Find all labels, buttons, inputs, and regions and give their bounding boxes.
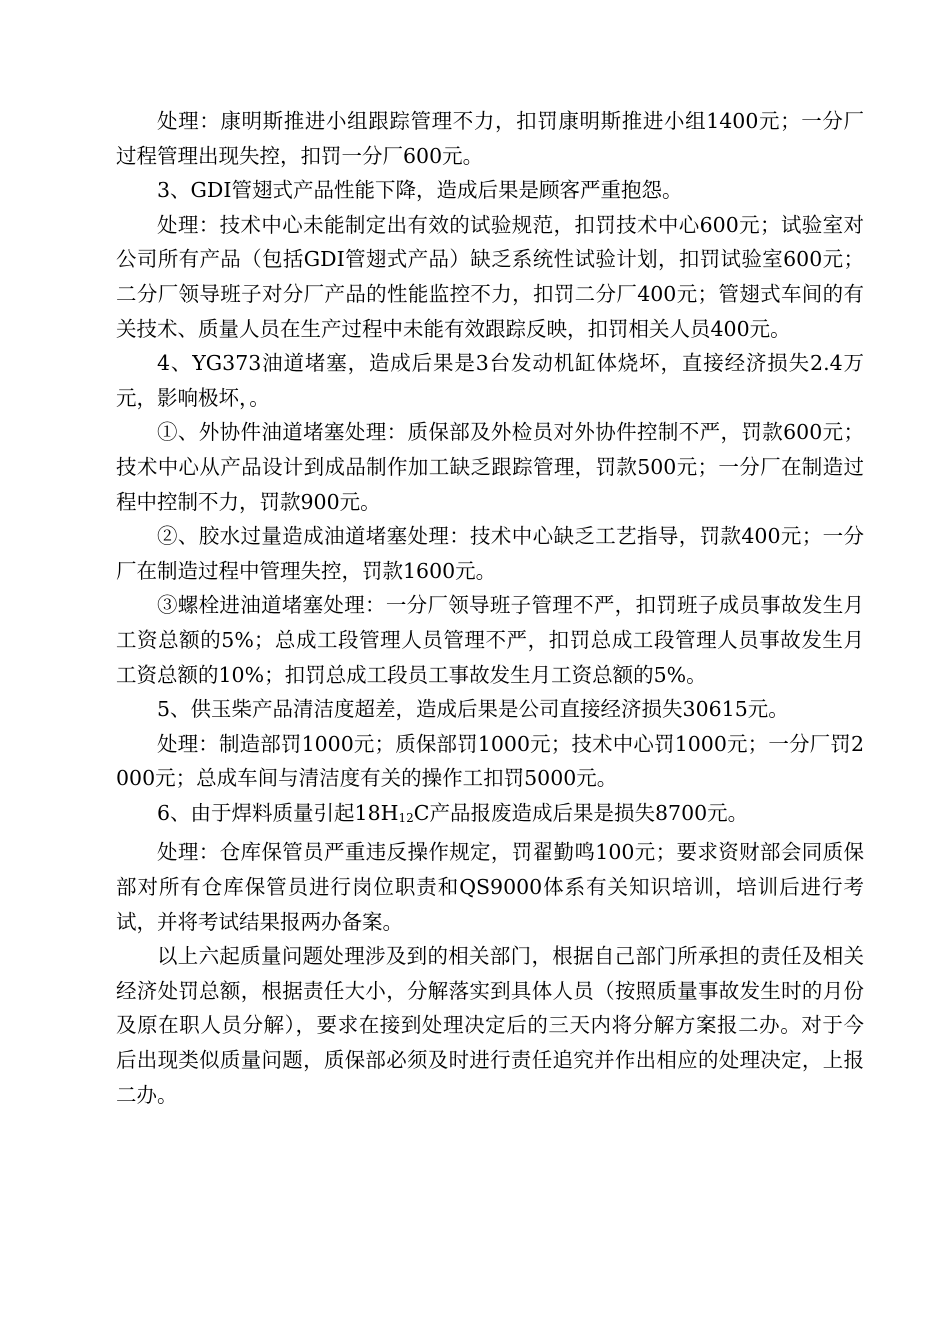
paragraph-4: 4、YG373油道堵塞，造成后果是3台发动机缸体烧坏，直接经济损失2.4万元，影响极坏，。 (116, 351, 864, 410)
paragraph-1: 处理：康明斯推进小组跟踪管理不力，扣罚康明斯推进小组1400元；一分厂过程管理出现失控，扣罚一分厂600元。 (116, 109, 864, 168)
paragraph-3: 处理：技术中心未能制定出有效的试验规范，扣罚技术中心600元；试验室对公司所有产品（包括GDI管翅式产品）缺乏系统性试验计划，扣罚试验室600元；二分厂领导班子对分厂产品的性能监控不力，扣罚二分厂400元；管翅式车间的有关技术、质量人员在生产过程中未能有效跟踪反映，扣罚相关人员400元。 (116, 212, 864, 341)
item6-subscript: 12 (398, 810, 414, 825)
paragraph-6: ②、胶水过量造成油道堵塞处理：技术中心缺乏工艺指导，罚款400元；一分厂在制造过程中管理失控，罚款1600元。 (116, 524, 864, 583)
paragraph-9: 处理：制造部罚1000元；质保部罚1000元；技术中心罚1000元；一分厂罚2000元；总成车间与清洁度有关的操作工扣罚5000元。 (116, 731, 864, 791)
paragraph-item6 (116, 796, 864, 836)
document-page (116, 104, 864, 1112)
paragraph-11: 以上六起质量问题处理涉及到的相关部门，根据自己部门所承担的责任及相关经济处罚总额，根据责任大小，分解落实到具体人员（按照质量事故发生时的月份及原在职人员分解），要求在接到处理决定后的三天内将分解方案报二办。对于今后出现类似质量问题，质保部必须及时进行责任追究并作出相应的处理决定，上报二办。 (116, 944, 864, 1107)
paragraph-10: 处理：仓库保管员严重违反操作规定，罚翟勤鸣100元；要求资财部会同质保部对所有仓库保管员进行岗位职责和QS9000体系有关知识培训，培训后进行考试，并将考试结果报两办备案。 (116, 840, 864, 934)
item6-suffix: C产品报废造成后果是损失8700元。 (413, 800, 749, 825)
paragraph-2: 3、GDI管翅式产品性能下降，造成后果是顾客严重抱怨。 (157, 178, 683, 203)
paragraph-7: ③螺栓进油道堵塞处理：一分厂领导班子管理不严，扣罚班子成员事故发生月工资总额的5%；总成工段管理人员管理不严，扣罚总成工段管理人员事故发生月工资总额的10%；扣罚总成工段员工事故发生月工资总额的5%。 (116, 593, 864, 687)
paragraph-8: 5、供玉柴产品清洁度超差，造成后果是公司直接经济损失30615元。 (157, 697, 789, 722)
paragraph-5: ①、外协件油道堵塞处理：质保部及外检员对外协件控制不严，罚款600元；技术中心从产品设计到成品制作加工缺乏跟踪管理，罚款500元；一分厂在制造过程中控制不力，罚款900元。 (116, 420, 864, 514)
item6-prefix: 6、由于焊料质量引起18H (157, 800, 399, 825)
